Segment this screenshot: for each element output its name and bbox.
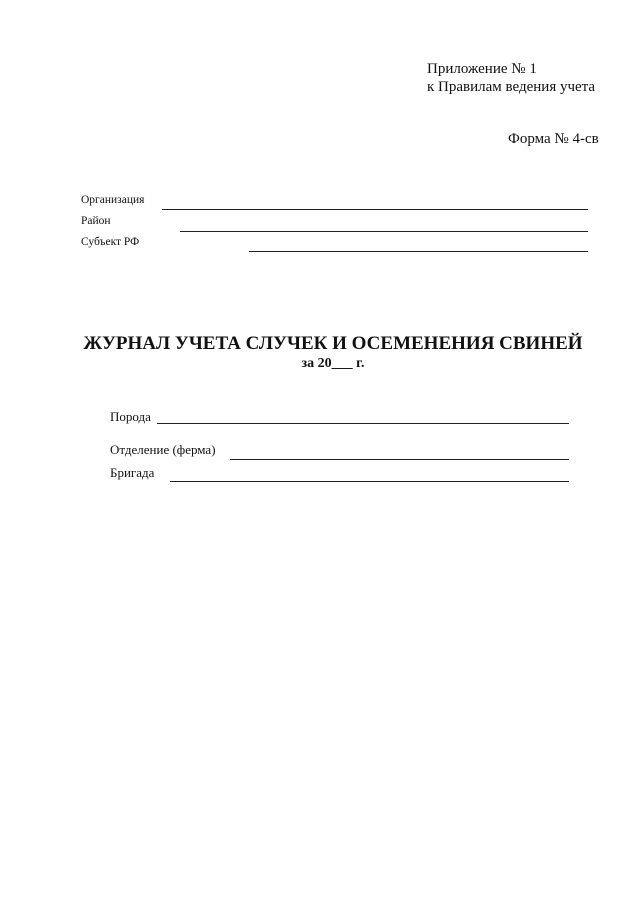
organization-label: Организация (81, 194, 145, 206)
appendix-number: Приложение № 1 (427, 61, 537, 77)
form-number: Форма № 4-св (508, 131, 599, 147)
breed-label: Порода (110, 409, 151, 424)
organization-line[interactable] (162, 209, 588, 210)
region-line[interactable] (249, 251, 588, 252)
brigade-label: Бригада (110, 465, 155, 480)
brigade-line[interactable] (170, 481, 569, 482)
region-label: Субъект РФ (81, 236, 140, 248)
journal-title: ЖУРНАЛ УЧЕТА СЛУЧЕК И ОСЕМЕНЕНИЯ СВИНЕЙ (83, 333, 583, 354)
department-label: Отделение (ферма) (110, 442, 216, 457)
journal-year-line: за 20___ г. (301, 356, 365, 371)
breed-line[interactable] (157, 423, 569, 424)
district-line[interactable] (180, 231, 588, 232)
department-line[interactable] (230, 459, 569, 460)
appendix-rules-reference: к Правилам ведения учета (427, 79, 596, 95)
district-label: Район (81, 215, 111, 227)
